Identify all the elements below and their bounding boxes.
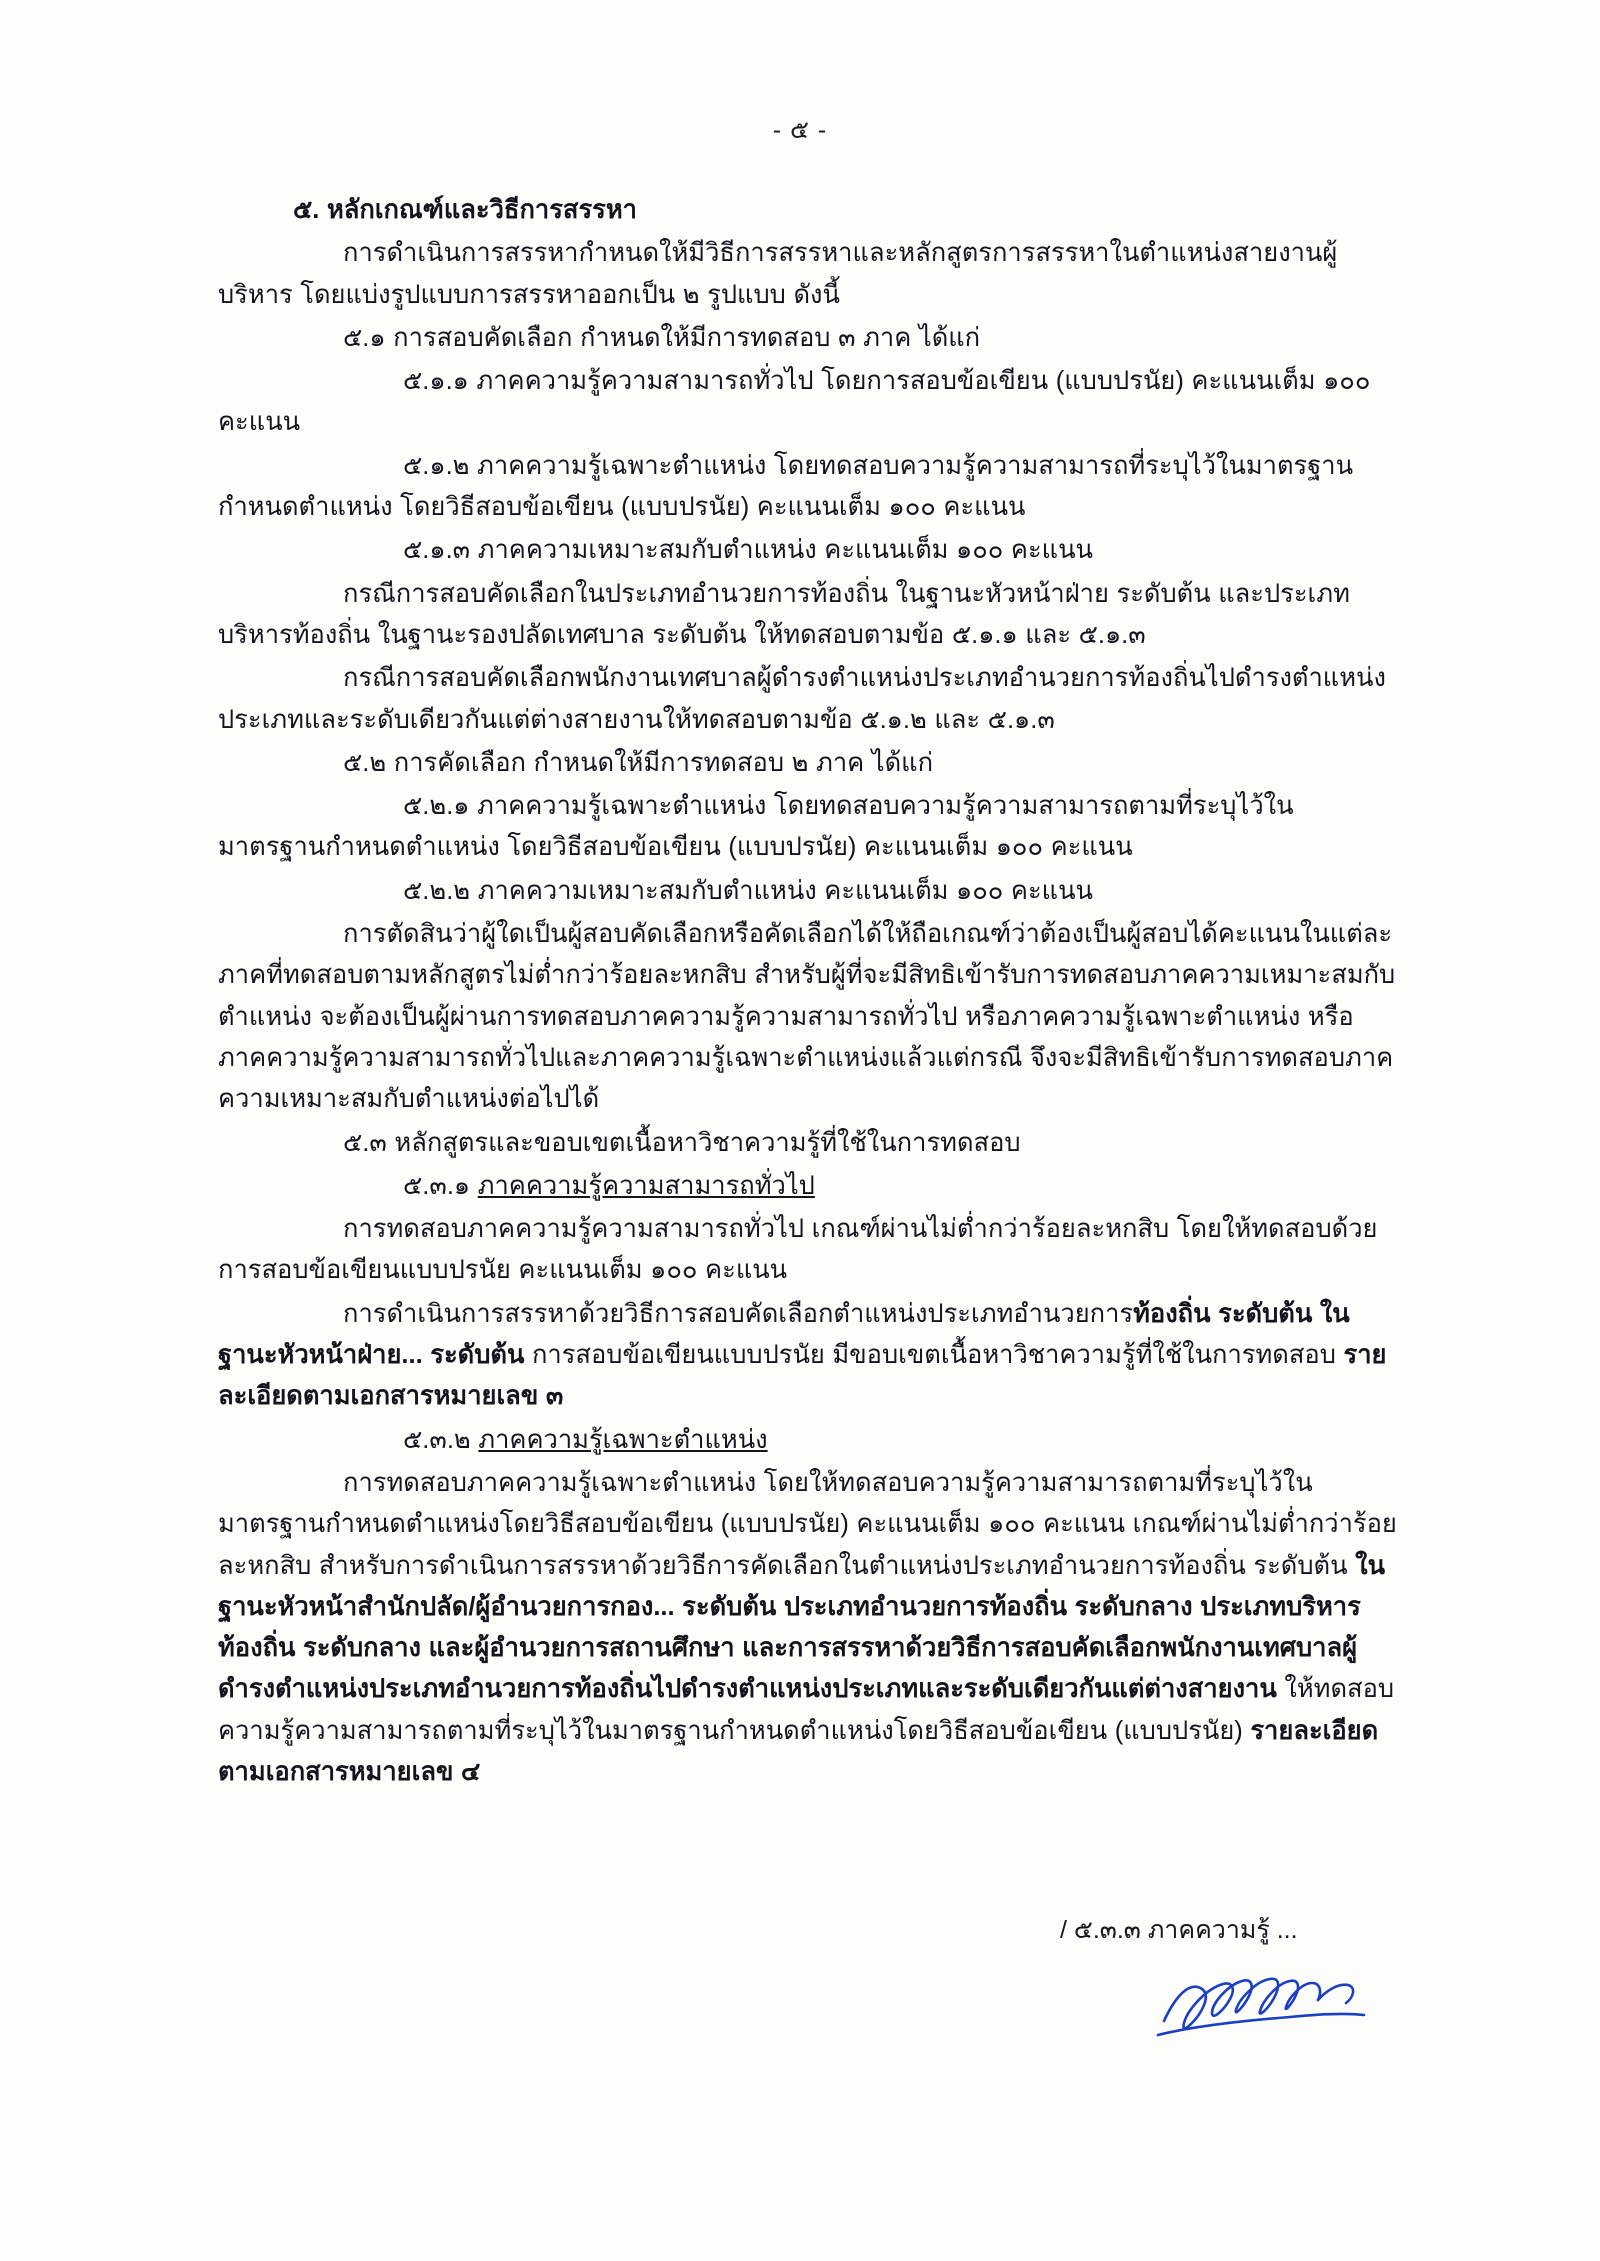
clause-title-531: ภาคความรู้ความสามารถทั่วไป (477, 1171, 815, 1200)
paragraph-16 (218, 1420, 1398, 1461)
section-heading: ๕. หลักเกณฑ์และวิธีการสรรหา (293, 196, 638, 224)
paragraph-17-seg-2: ในฐานะหัวหน้าสำนักปลัด/ผู้อำนวยการกอง... ระดับต้น ประเภทอำนวยการท้องถิ่น ระดับกลาง ประเภทบริหารท้องถิ่น ระดับกลาง และผู้อำนวยการสถานศึกษา และการสรรหาด้วยวิธีการสอบคัดเลือกพนักงานเทศบาลผู้ดำรงตำแหน่งประเภทอำนวยการท้องถิ่นไปดำรงตำแหน่งประเภทและระดับเดียวกันแต่ต่างสายงาน (218, 1551, 1386, 1704)
paragraph-14: การทดสอบภาคความรู้ความสามารถทั่วไป เกณฑ์ผ่านไม่ต่ำกว่าร้อยละหกสิบ โดยให้ทดสอบด้วยการสอบข้อเขียนแบบปรนัย คะแนนเต็ม ๑๐๐ คะแนน (218, 1215, 1378, 1285)
paragraph-7: กรณีการสอบคัดเลือกพนักงานเทศบาลผู้ดำรงตำแหน่งประเภทอำนวยการท้องถิ่นไปดำรงตำแหน่งประเภทและระดับเดียวกันแต่ต่างสายงานให้ทดสอบตามข้อ ๕.๑.๒ และ ๕.๑.๓ (218, 664, 1386, 734)
paragraph-4: ๕.๑.๒ ภาคความรู้เฉพาะตำแหน่ง โดยทดสอบความรู้ความสามารถที่ระบุไว้ในมาตรฐานกำหนดตำแหน่ง โดยวิธีสอบข้อเขียน (แบบปรนัย) คะแนนเต็ม ๑๐๐ คะแนน (218, 451, 1354, 522)
paragraph-11: การตัดสินว่าผู้ใดเป็นผู้สอบคัดเลือกหรือคัดเลือกได้ให้ถือเกณฑ์ว่าต้องเป็นผู้สอบได้คะแนนในแต่ละภาคที่ทดสอบตามหลักสูตรไม่ต่ำกว่าร้อยละหกสิบ สำหรับผู้ที่จะมีสิทธิเข้ารับการทดสอบภาคความเหมาะสมกับตำแหน่ง จะต้องเป็นผู้ผ่านการทดสอบภาคความรู้ความสามารถทั่วไป หรือภาคความรู้เฉพาะตำแหน่ง หรือภาคความรู้ความสามารถทั่วไปและภาคความรู้เฉพาะตำแหน่งแล้วแต่กรณี จึงจะมีสิทธิเข้ารับการทดสอบภาคความเหมาะสมกับตำแหน่งต่อไปได้ (218, 920, 1396, 1114)
paragraph-10: ๕.๒.๒ ภาคความเหมาะสมกับตำแหน่ง คะแนนเต็ม ๑๐๐ คะแนน (403, 876, 1093, 905)
paragraph-13 (218, 1166, 1398, 1207)
paragraph-12: ๕.๓ หลักสูตรและขอบเขตเนื้อหาวิชาความรู้ที่ใช้ในการทดสอบ (343, 1128, 1021, 1157)
paragraph-5: ๕.๑.๓ ภาคความเหมาะสมกับตำแหน่ง คะแนนเต็ม ๑๐๐ คะแนน (403, 536, 1093, 565)
paragraph-17-seg-1: การทดสอบภาคความรู้เฉพาะตำแหน่ง โดยให้ทดสอบความรู้ความสามารถตามที่ระบุไว้ในมาตรฐานกำหนดตำแหน่งโดยวิธีสอบข้อเขียน (แบบปรนัย) คะแนนเต็ม ๑๐๐ คะแนน เกณฑ์ผ่านไม่ต่ำกว่าร้อยละหกสิบ สำหรับการดำเนินการสรรหาด้วยวิธีการคัดเลือกในตำแหน่งประเภทอำนวยการท้องถิ่น ระดับต้น (218, 1468, 1397, 1580)
clause-number-531: ๕.๓.๑ (403, 1171, 478, 1200)
paragraph-17 (218, 1463, 1398, 1793)
paragraph-17-seg-4: รายละเอียดตามเอกสารหมายเลข ๔ (218, 1716, 1379, 1786)
paragraph-17-seg-3: ให้ทดสอบความรู้ความสามารถตามที่ระบุไว้ในมาตรฐานกำหนดตำแหน่งโดยวิธีสอบข้อเขียน (แบบปรนัย) (218, 1675, 1395, 1745)
paragraph-8: ๕.๒ การคัดเลือก กำหนดให้มีการทดสอบ ๒ ภาค ได้แก่ (343, 748, 934, 777)
page-number: - ๕ - (772, 116, 828, 144)
document-body (218, 190, 1398, 1795)
paragraph-3: ๕.๑.๑ ภาคความรู้ความสามารถทั่วไป โดยการสอบข้อเขียน (แบบปรนัย) คะแนนเต็ม ๑๐๐ คะแนน (218, 367, 1371, 437)
paragraph-6: กรณีการสอบคัดเลือกในประเภทอำนวยการท้องถิ่น ในฐานะหัวหน้าฝ่าย ระดับต้น และประเภทบริหารท้องถิ่น ในฐานะรองปลัดเทศบาล ระดับต้น ให้ทดสอบตามข้อ ๕.๑.๑ และ ๕.๑.๓ (218, 579, 1350, 649)
footer-continuation-note: / ๕.๓.๓ ภาคความรู้ ... (1060, 1916, 1298, 1944)
paragraph-1: การดำเนินการสรรหากำหนดให้มีวิธีการสรรหาและหลักสูตรการสรรหาในตำแหน่งสายงานผู้บริหาร โดยแบ่งรูปแบบการสรรหาออกเป็น ๒ รูปแบบ ดังนี้ (218, 239, 1338, 309)
paragraph-15-seg-1: การดำเนินการสรรหาด้วยวิธีการสอบคัดเลือกตำแหน่งประเภทอำนวยการ (343, 1299, 1134, 1328)
paragraph-15-seg-4: รายละเอียดตามเอกสารหมายเลข ๓ (218, 1341, 1387, 1411)
clause-number-532: ๕.๓.๒ (403, 1425, 479, 1454)
paragraph-15-seg-3: การสอบข้อเขียนแบบปรนัย มีขอบเขตเนื้อหาวิชาความรู้ที่ใช้ในการทดสอบ (531, 1341, 1344, 1370)
paragraph-9: ๕.๒.๑ ภาคความรู้เฉพาะตำแหน่ง โดยทดสอบความรู้ความสามารถตามที่ระบุไว้ในมาตรฐานกำหนดตำแหน่ง โดยวิธีสอบข้อเขียน (แบบปรนัย) คะแนนเต็ม ๑๐๐ คะแนน (218, 792, 1294, 862)
paragraph-15 (218, 1294, 1398, 1418)
paragraph-2: ๕.๑ การสอบคัดเลือก กำหนดให้มีการทดสอบ ๓ ภาค ได้แก่ (343, 323, 981, 352)
paragraph-15-seg-2: ท้องถิ่น ระดับต้น ในฐานะหัวหน้าฝ่าย... ระดับต้น (218, 1299, 1350, 1370)
signature-mark (1150, 1955, 1390, 2075)
clause-title-532: ภาคความรู้เฉพาะตำแหน่ง (478, 1425, 768, 1454)
